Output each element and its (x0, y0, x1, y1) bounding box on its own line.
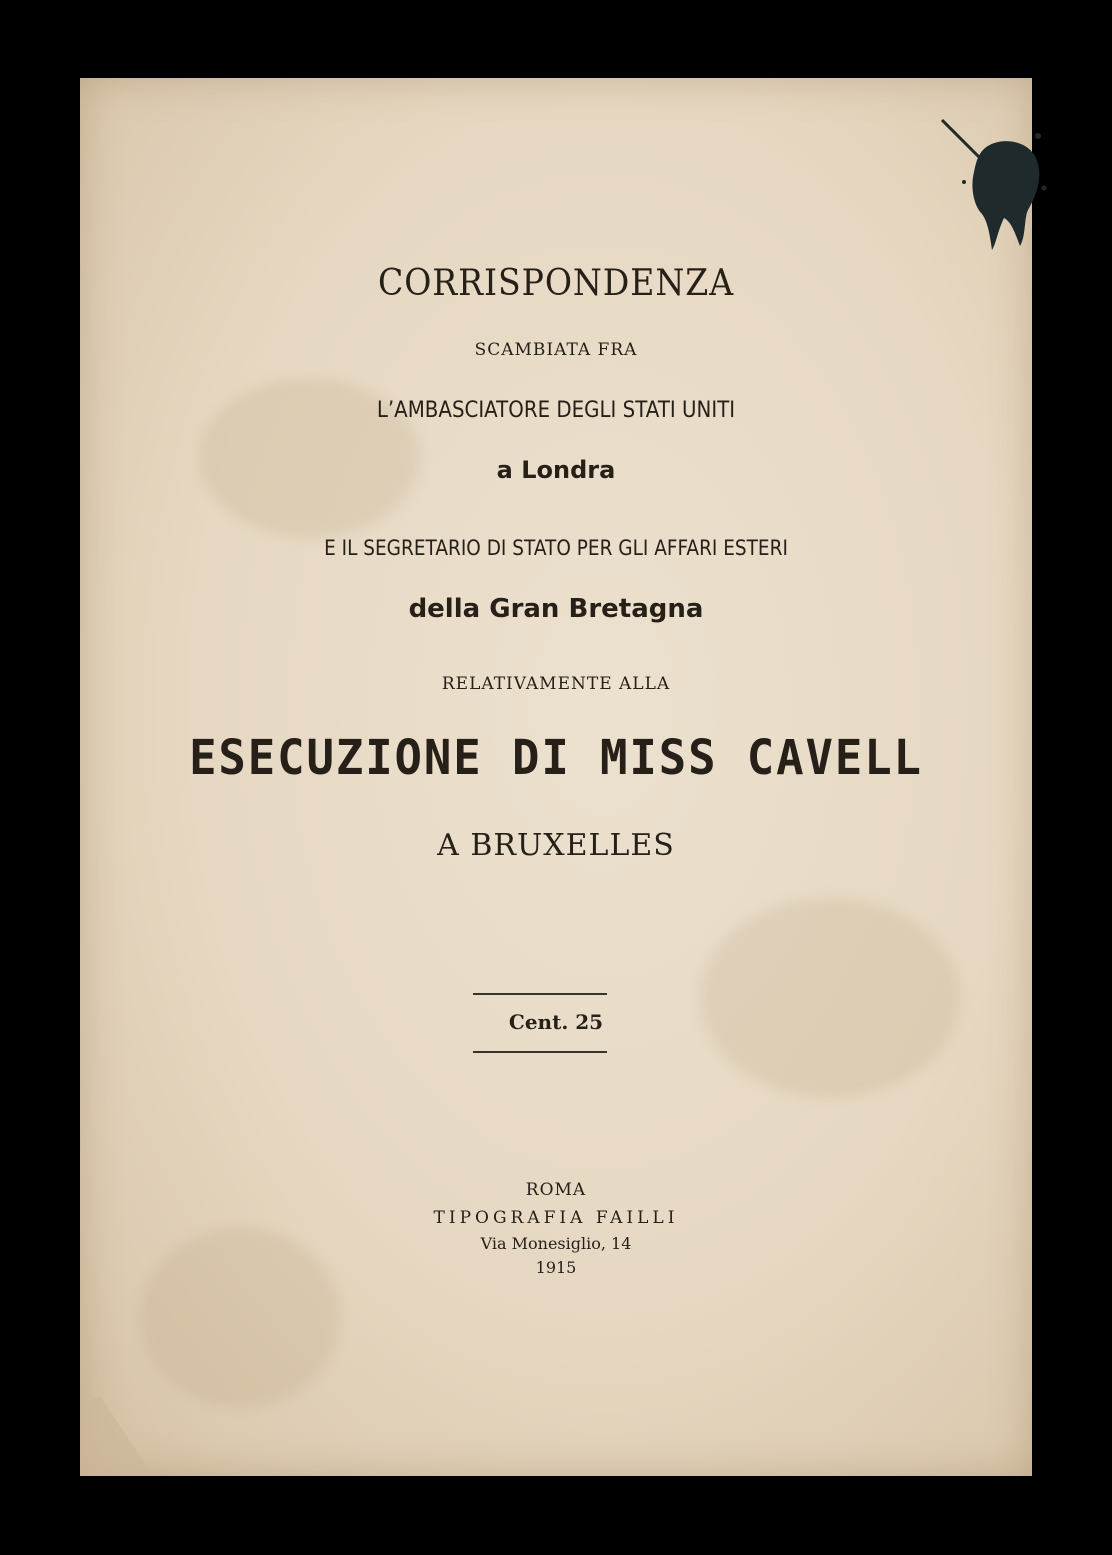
subtitle-line-1: SCAMBIATA FRA (474, 340, 638, 360)
subtitle-place-britain: della Gran Bretagna (408, 594, 704, 624)
price-rule-bottom (473, 1051, 607, 1053)
ink-blot-icon (940, 118, 1050, 258)
imprint-printer: TIPOGRAFIA FAILLI (433, 1208, 679, 1228)
torn-corner-icon (80, 1396, 160, 1476)
imprint-city: ROMA (525, 1180, 587, 1200)
subtitle-line-4: E IL SEGRETARIO DI STATO PER GLI AFFARI ESTERI (324, 536, 788, 560)
subtitle-line-2: L’AMBASCIATORE DEGLI STATI UNITI (376, 398, 736, 423)
paper-stain (700, 898, 960, 1098)
imprint-year: 1915 (535, 1258, 577, 1277)
subtitle-place-london: a Londra (496, 456, 616, 484)
price-label: Cent. 25 (508, 1010, 604, 1034)
main-headline: ESECUZIONE DI MISS CAVELL (189, 730, 923, 786)
price-rule-top (473, 993, 607, 995)
paper-stain (140, 1228, 340, 1408)
imprint-address: Via Monesiglio, 14 (480, 1234, 632, 1253)
subtitle-line-6: RELATIVAMENTE ALLA (441, 674, 671, 694)
document-cover (80, 78, 1032, 1476)
headline-place: A BRUXELLES (437, 828, 675, 863)
document-title: CORRISPONDENZA (377, 263, 735, 304)
